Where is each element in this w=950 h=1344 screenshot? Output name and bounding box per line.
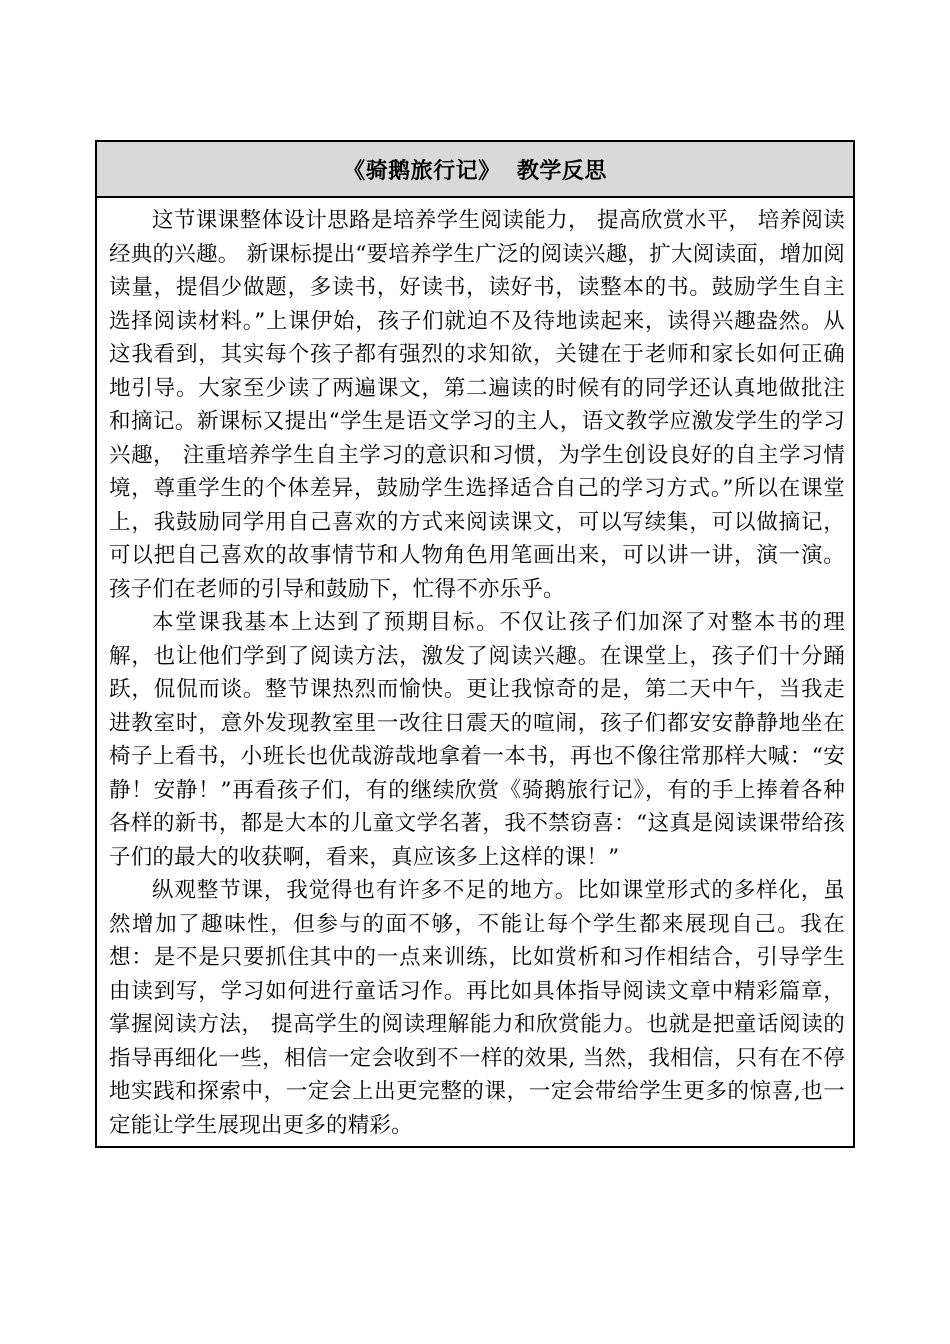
paragraph-achievement: 本堂课我基本上达到了预期目标。不仅让孩子们加深了对整本书的理解，也让他们学到了阅读方法，激发了阅读兴趣。在课堂上，孩子们十分踊跃，侃侃而谈。整节课热烈而愉快。更让我惊奇的是，第二天中午，当我走进教室时，意外发现教室里一改往日震天的喧闹，孩子们都安安静静地坐在椅子上看书，小班长也优哉游哉地拿着一本书，再也不像往常那样大喊：“安静！安静！”再看孩子们，有的继续欣赏《骑鹅旅行记》，有的手上捧着各种各样的新书，都是大本的儿童文学名著，我不禁窃喜：“这真是阅读课带给孩子们的最大的收获啊，看来，真应该多上这样的课！” [109, 610, 845, 870]
paragraph-design-idea: 这节课课整体设计思路是培养学生阅读能力， 提高欣赏水平， 培养阅读经典的兴趣。 新课标提出“要培养学生广泛的阅读兴趣，扩大阅读面，增加阅读量，提倡少做题，多读书，好读书，读好书，读整本的书。鼓励学生自主选择阅读材料。”上课伊始，孩子们就迫不及待地读起来，读得兴趣盎然。从这我看到，其实每个孩子都有强烈的求知欲，关键在于老师和家长如何正确地引导。大家至少读了两遍课文，第二遍读的时候有的同学还认真地做批注和摘记。新课标又提出“学生是语文学习的主人，语文教学应激发学生的学习兴趣， 注重培养学生自主学习的意识和习惯，为学生创设良好的自主学习情境，尊重学生的个体差异，鼓励学生选择适合自己的学习方式。”所以在课堂上，我鼓励同学用自己喜欢的方式来阅读课文，可以写续集，可以做摘记，可以把自己喜欢的故事情节和人物角色用笔画出来，可以讲一讲，演一演。孩子们在老师的引导和鼓励下，忙得不亦乐乎。 [109, 208, 845, 602]
content-cell [97, 198, 853, 1146]
title-cell [97, 142, 853, 198]
reflection-table [95, 140, 855, 1148]
page-title: 《骑鹅旅行记》 教学反思 [343, 158, 607, 184]
paragraph-shortcomings: 纵观整节课，我觉得也有许多不足的地方。比如课堂形式的多样化，虽然增加了趣味性，但参与的面不够，不能让每个学生都来展现自己。我在想：是不是只要抓住其中的一点来训练，比如赏析和习作相结合，引导学生由读到写，学习如何进行童话习作。再比如具体指导阅读文章中精彩篇章， 掌握阅读方法， 提高学生的阅读理解能力和欣赏能力。也就是把童话阅读的指导再细化一些，相信一定会收到不一样的效果, 当然，我相信，只有在不停地实践和探索中，一定会上出更完整的课，一定会带给学生更多的惊喜,也一定能让学生展现出更多的精彩。 [109, 878, 845, 1138]
